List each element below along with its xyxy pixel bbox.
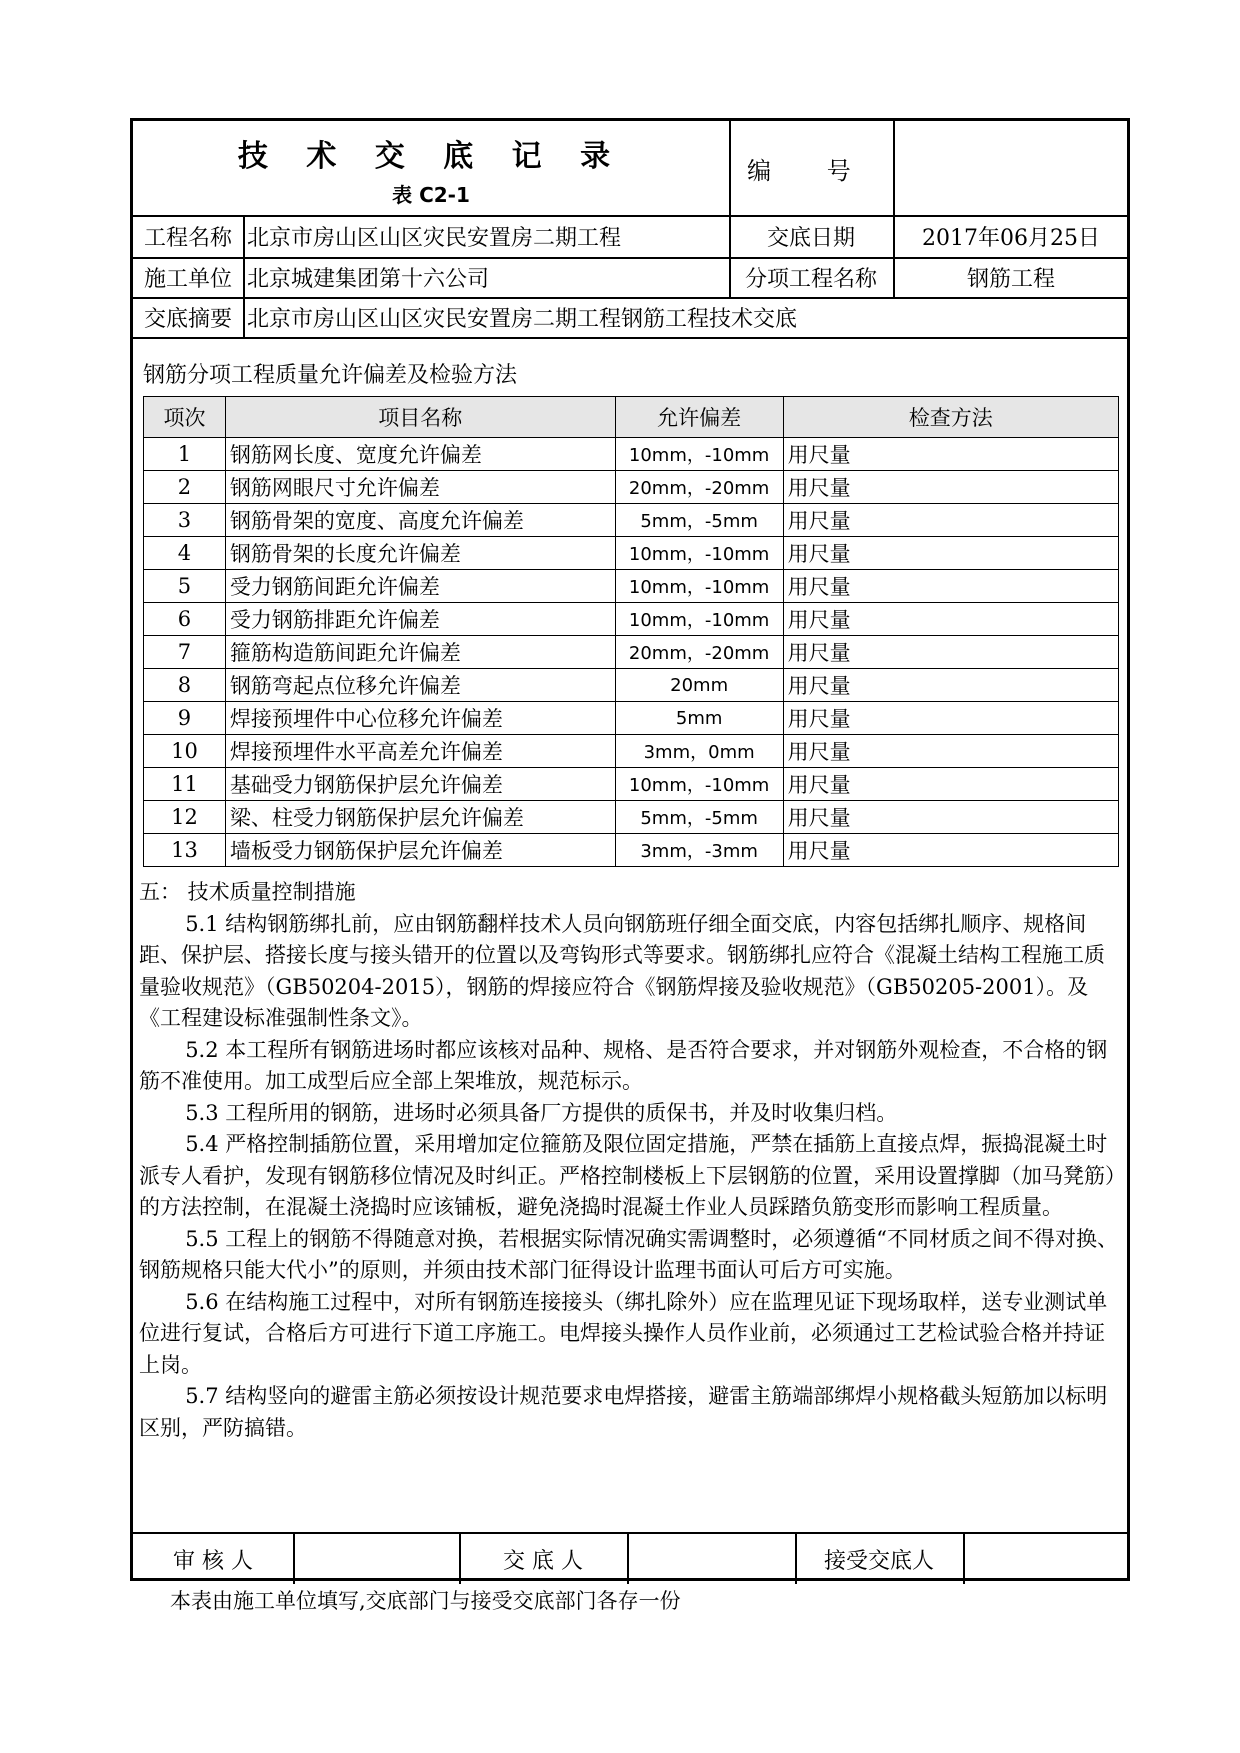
- row-item-name: 钢筋骨架的宽度、高度允许偏差: [225, 504, 615, 537]
- row-number: 1: [144, 438, 226, 471]
- receiver-label: 接受交底人: [823, 1548, 934, 1574]
- row-number: 3: [144, 504, 226, 537]
- receiver-signature-field[interactable]: [965, 1534, 1127, 1584]
- measure-item: 5.3 工程所用的钢筋，进场时必须具备厂方提供的质保书，并及时收集归档。: [185, 1100, 898, 1125]
- measure-item: 5.1 结构钢筋绑扎前，应由钢筋翻样技术人员向钢筋班仔细全面交底，内容包括绑扎顺序、规格间距、保护层、搭接长度与接头错开的位置以及弯钩形式等要求。钢筋绑扎应符合《混凝土结构工程施工质量验收规范》（GB50204-2015），钢筋的焊接应符合《钢筋焊接及验收规范》（GB50205-2001）。及《工程建设标准强制性条文》。: [139, 911, 1105, 1030]
- row-tolerance: 10mm，-10mm: [615, 438, 783, 471]
- summary-label: 交底摘要: [143, 306, 232, 332]
- measure-item: 5.6 在结构施工过程中，对所有钢筋连接接头（绑扎除外）应在监理见证下现场取样，送专业测试单位进行复试，合格后方可进行下道工序施工。电焊接头操作人员作业前，必须通过工艺检试验合格并持证上岗。: [139, 1289, 1108, 1377]
- row-tolerance: 5mm，-5mm: [615, 801, 783, 834]
- row-method: 用尺量: [783, 636, 1118, 669]
- row-number: 7: [144, 636, 226, 669]
- table-row: [144, 834, 1119, 867]
- table-row: [144, 735, 1119, 768]
- table-row: [144, 570, 1119, 603]
- row-method: 用尺量: [783, 603, 1118, 636]
- row-method: 用尺量: [783, 702, 1118, 735]
- presenter-label: 交 底 人: [503, 1548, 583, 1574]
- quality-measures: [139, 877, 1125, 1444]
- row-tolerance: 10mm，-10mm: [615, 537, 783, 570]
- document-title: 技 术 交 底 记 录: [237, 139, 625, 174]
- row-item-name: 钢筋网眼尺寸允许偏差: [225, 471, 615, 504]
- signature-row: [133, 1532, 1127, 1584]
- column-header-tolerance: 允许偏差: [615, 397, 783, 438]
- row-number: 8: [144, 669, 226, 702]
- row-tolerance: 5mm: [615, 702, 783, 735]
- info-row-contractor: [133, 257, 1127, 299]
- row-number: 9: [144, 702, 226, 735]
- row-item-name: 焊接预埋件中心位移允许偏差: [225, 702, 615, 735]
- table-row: [144, 537, 1119, 570]
- column-header-item-name: 项目名称: [225, 397, 615, 438]
- row-method: 用尺量: [783, 438, 1118, 471]
- measure-item: 5.5 工程上的钢筋不得随意对换，若根据实际情况确实需调整时，必须遵循“不同材质之间不得对换、钢筋规格只能大代小”的原则，并须由技术部门征得设计监理书面认可后方可实施。: [139, 1226, 1118, 1282]
- measure-item: 5.7 结构竖向的避雷主筋必须按设计规范要求电焊搭接，避雷主筋端部绑焊小规格截头短筋加以标明区别，严防搞错。: [139, 1384, 1108, 1440]
- row-method: 用尺量: [783, 504, 1118, 537]
- row-tolerance: 3mm，-3mm: [615, 834, 783, 867]
- table-row: [144, 636, 1119, 669]
- info-row-project: [133, 215, 1127, 259]
- row-number: 5: [144, 570, 226, 603]
- project-name-value: 北京市房山区山区灾民安置房二期工程: [247, 225, 622, 251]
- row-method: 用尺量: [783, 537, 1118, 570]
- row-tolerance: 10mm，-10mm: [615, 768, 783, 801]
- row-tolerance: 3mm，0mm: [615, 735, 783, 768]
- row-method: 用尺量: [783, 471, 1118, 504]
- row-method: 用尺量: [783, 801, 1118, 834]
- column-header-item-no: 项次: [144, 397, 226, 438]
- row-method: 用尺量: [783, 834, 1118, 867]
- column-header-method: 检查方法: [783, 397, 1118, 438]
- project-name-label: 工程名称: [143, 225, 232, 251]
- row-item-name: 箍筋构造筋间距允许偏差: [225, 636, 615, 669]
- summary-value: 北京市房山区山区灾民安置房二期工程钢筋工程技术交底: [247, 306, 798, 332]
- measure-item: 5.2 本工程所有钢筋进场时都应该核对品种、规格、是否符合要求，并对钢筋外观检查，不合格的钢筋不准使用。加工成型后应全部上架堆放，规范标示。: [139, 1037, 1108, 1093]
- tolerance-table: [143, 396, 1119, 867]
- row-tolerance: 10mm，-10mm: [615, 570, 783, 603]
- row-tolerance: 20mm: [615, 669, 783, 702]
- presenter-signature-field[interactable]: [629, 1534, 793, 1584]
- row-number: 13: [144, 834, 226, 867]
- row-method: 用尺量: [783, 570, 1118, 603]
- row-tolerance: 20mm，-20mm: [615, 471, 783, 504]
- row-item-name: 墙板受力钢筋保护层允许偏差: [225, 834, 615, 867]
- sub-project-value: 钢筋工程: [966, 266, 1055, 292]
- row-number: 4: [144, 537, 226, 570]
- row-number: 2: [144, 471, 226, 504]
- table-row: [144, 768, 1119, 801]
- row-item-name: 受力钢筋间距允许偏差: [225, 570, 615, 603]
- number-field[interactable]: [893, 121, 1129, 215]
- sub-project-label: 分项工程名称: [744, 266, 877, 292]
- row-item-name: 焊接预埋件水平高差允许偏差: [225, 735, 615, 768]
- table-row: [144, 702, 1119, 735]
- row-number: 12: [144, 801, 226, 834]
- reviewer-label: 审 核 人: [173, 1548, 253, 1574]
- row-method: 用尺量: [783, 735, 1118, 768]
- form-footnote: 本表由施工单位填写,交底部门与接受交底部门各存一份: [170, 1589, 681, 1613]
- tolerance-section-title: 钢筋分项工程质量允许偏差及检验方法: [143, 363, 518, 388]
- table-row: [144, 438, 1119, 471]
- row-item-name: 钢筋网长度、宽度允许偏差: [225, 438, 615, 471]
- row-item-name: 钢筋骨架的长度允许偏差: [225, 537, 615, 570]
- form-header: [133, 121, 1127, 217]
- row-number: 6: [144, 603, 226, 636]
- row-tolerance: 20mm，-20mm: [615, 636, 783, 669]
- table-header-row: [144, 397, 1119, 438]
- row-number: 11: [144, 768, 226, 801]
- contractor-label: 施工单位: [143, 266, 232, 292]
- measure-item: 5.4 严格控制插筋位置，采用增加定位箍筋及限位固定措施，严禁在插筋上直接点焊，振捣混凝土时派专人看护，发现有钢筋移位情况及时纠正。严格控制楼板上下层钢筋的位置，采用设置撑脚（加马凳筋）的方法控制，在混凝土浇捣时应该铺板，避免浇捣时混凝土作业人员踩踏负筋变形而影响工程质量。: [139, 1132, 1116, 1219]
- row-item-name: 受力钢筋排距允许偏差: [225, 603, 615, 636]
- table-row: [144, 801, 1119, 834]
- date-label: 交底日期: [766, 225, 855, 251]
- info-row-summary: [133, 297, 1127, 339]
- contractor-value: 北京城建集团第十六公司: [247, 266, 490, 292]
- table-row: [144, 471, 1119, 504]
- table-row: [144, 669, 1119, 702]
- row-number: 10: [144, 735, 226, 768]
- row-method: 用尺量: [783, 669, 1118, 702]
- row-item-name: 梁、柱受力钢筋保护层允许偏差: [225, 801, 615, 834]
- record-form: [130, 118, 1130, 1581]
- reviewer-signature-field[interactable]: [295, 1534, 457, 1584]
- row-method: 用尺量: [783, 768, 1118, 801]
- form-code: 表 C2-1: [392, 183, 470, 207]
- row-item-name: 钢筋弯起点位移允许偏差: [225, 669, 615, 702]
- row-tolerance: 5mm，-5mm: [615, 504, 783, 537]
- date-value: 2017年06月25日: [922, 225, 1100, 251]
- table-row: [144, 504, 1119, 537]
- number-label: 编 号: [747, 157, 875, 185]
- measures-heading: 五： 技术质量控制措施: [139, 880, 356, 904]
- row-item-name: 基础受力钢筋保护层允许偏差: [225, 768, 615, 801]
- row-tolerance: 10mm，-10mm: [615, 603, 783, 636]
- table-row: [144, 603, 1119, 636]
- title-cell: [133, 121, 731, 215]
